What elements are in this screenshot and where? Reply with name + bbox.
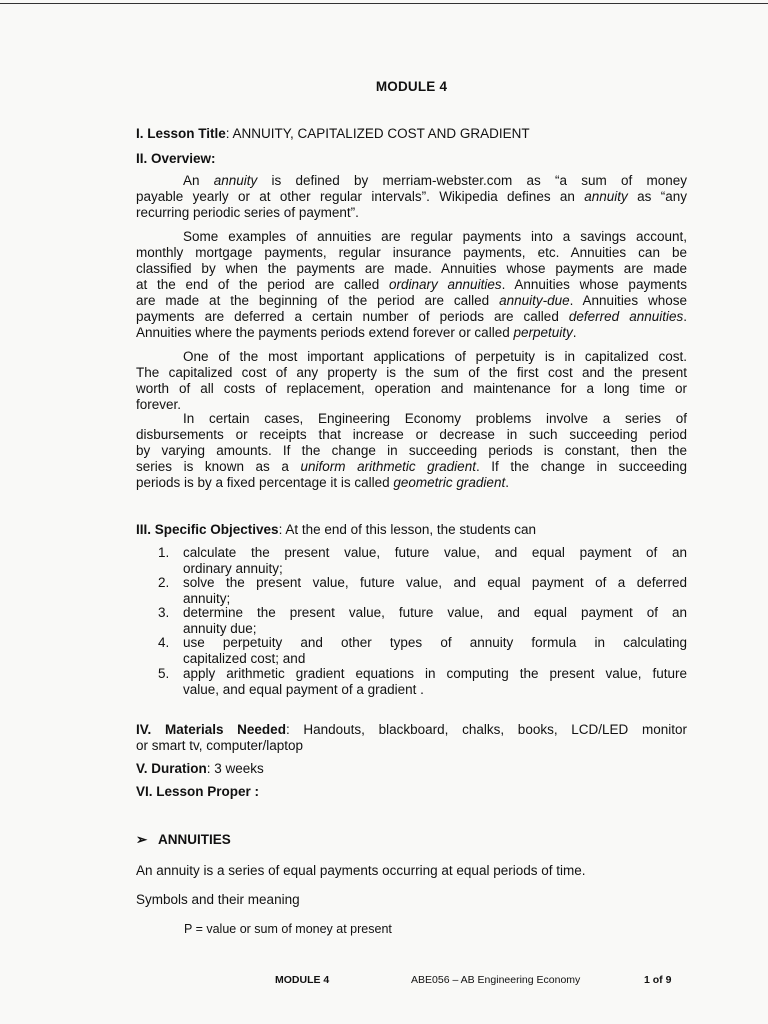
overview-p4-line1: In certain cases, Engineering Economy problems involve a series of	[183, 411, 687, 426]
arrow-bullet-icon: ➢	[136, 832, 148, 847]
overview-p2-line6: payments are deferred a certain number of periods are called deferred annuities.	[136, 309, 688, 324]
lesson-title-text: : ANNUITY, CAPITALIZED COST AND GRADIENT	[225, 126, 530, 141]
footer-page-number: 1 of 9	[644, 974, 672, 986]
symbols-intro: Symbols and their meaning	[136, 892, 300, 907]
top-rule	[0, 3, 768, 4]
lesson-title-label: I. Lesson Title	[136, 126, 226, 141]
overview-p1-line1: An annuity is defined by merriam-webster.com as “a sum of money	[183, 173, 687, 188]
overview-p2-line7: Annuities where the payments periods extend forever or called perpetuity.	[136, 325, 577, 340]
symbol-p-definition: P = value or sum of money at present	[184, 922, 392, 936]
overview-p3-line1: One of the most important applications of perpetuity is in capitalized cost.	[183, 349, 687, 364]
overview-p4-line5: periods is by a fixed percentage it is called geometric gradient.	[136, 475, 509, 490]
overview-p2-line3: classified by when the payments are made. Annuities whose payments are made	[136, 261, 687, 276]
overview-p4-line2: disbursements or receipts that increase or decrease in such succeeding period	[136, 427, 687, 442]
annuity-definition: An annuity is a series of equal payments occurring at equal periods of time.	[136, 863, 586, 878]
lesson-title-line	[136, 126, 530, 141]
overview-p1-line3: recurring periodic series of payment”.	[136, 205, 359, 220]
overview-p4-line4: series is known as a uniform arithmetic gradient. If the change in succeeding	[136, 459, 687, 474]
annuities-heading: ➢ ANNUITIES	[136, 832, 231, 847]
overview-p3-line2: The capitalized cost of any property is the sum of the first cost and the present	[136, 365, 687, 380]
lesson-proper-heading: VI. Lesson Proper :	[136, 784, 260, 799]
module-title: MODULE 4	[375, 79, 448, 94]
overview-p1-line2: payable yearly or at other regular intervals”. Wikipedia defines an annuity as “any	[136, 189, 687, 204]
overview-p4-line3: by varying amounts. If the change in succeeding periods is constant, then the	[136, 443, 687, 458]
overview-p2-line4: at the end of the period are called ordinary annuities. Annuities whose payments	[136, 277, 687, 292]
materials-line1: IV. Materials Needed: Handouts, blackboard, chalks, books, LCD/LED monitor	[136, 722, 687, 737]
overview-p2-line5: are made at the beginning of the period are called annuity-due. Annuities whose	[136, 293, 687, 308]
footer-course: ABE056 – AB Engineering Economy	[411, 974, 581, 986]
footer-module: MODULE 4	[275, 974, 330, 986]
objectives-heading: III. Specific Objectives: At the end of this lesson, the students can	[136, 522, 536, 537]
materials-line2: or smart tv, computer/laptop	[136, 738, 304, 753]
duration-line: V. Duration: 3 weeks	[136, 761, 264, 776]
overview-p3-line3: worth of all costs of replacement, operation and maintenance for a long time or	[136, 381, 687, 396]
overview-heading: II. Overview:	[136, 151, 216, 166]
overview-p2-line2: monthly mortgage payments, regular insurance payments, etc. Annuities can be	[136, 245, 687, 260]
overview-p2-line1: Some examples of annuities are regular payments into a savings account,	[183, 229, 687, 244]
overview-p3-line4: forever.	[136, 397, 182, 412]
